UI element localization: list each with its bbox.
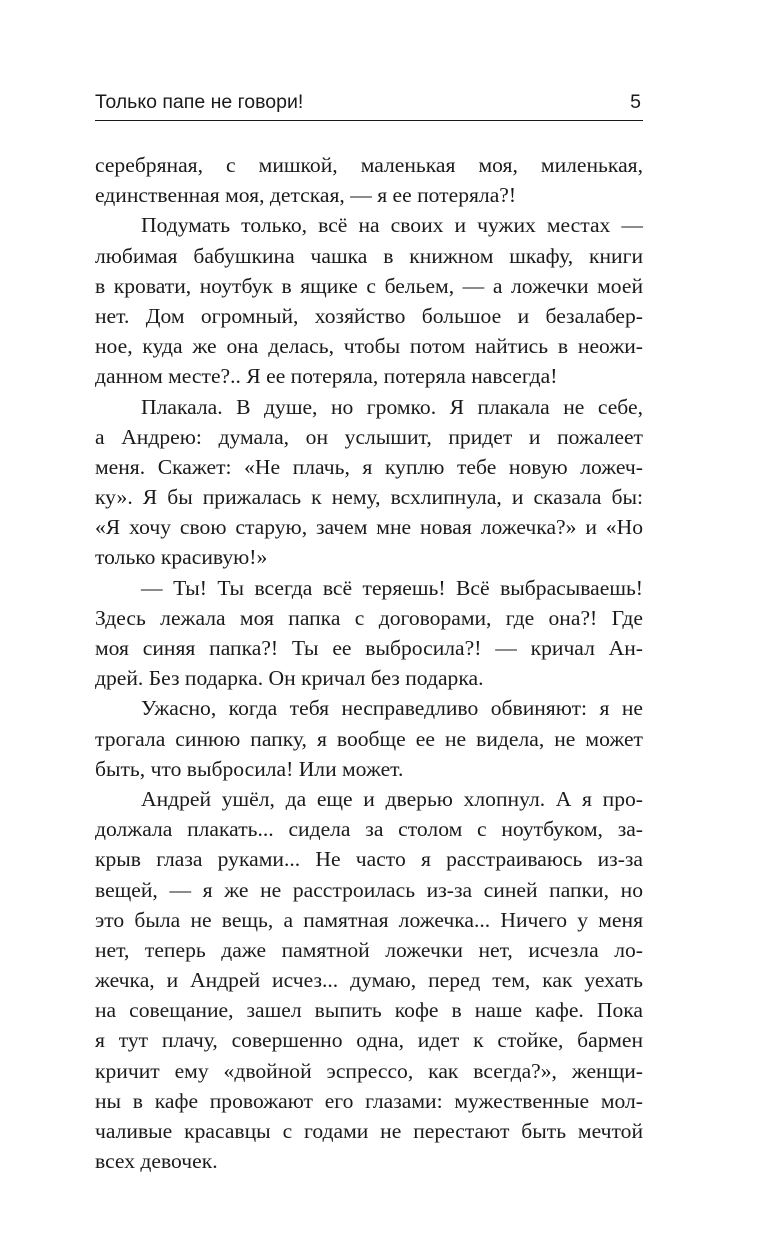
text-line: только красивую!»	[95, 545, 268, 570]
text-line: Плакала. В душе, но громко. Я плакала не себе,	[141, 394, 643, 419]
text-line: а Андрею: думала, он услышит, придет и пожалеет	[95, 424, 643, 449]
text-line: Андрей ушёл, да еще и дверью хлопнул. А я про-	[141, 786, 643, 811]
text-line: единственная моя, детская, — я ее потеряла?!	[95, 183, 517, 208]
text-line: трогала синюю папку, я вообще ее не видела, не может	[95, 726, 643, 751]
text-line: нет. Дом огромный, хозяйство большое и безалабер-	[95, 303, 643, 328]
text-line: Ужасно, когда тебя несправедливо обвиняют: я не	[141, 696, 643, 721]
running-header	[95, 88, 643, 121]
text-line: чаливые красавцы с годами не перестают быть мечтой	[95, 1119, 643, 1143]
text-line: данном месте?.. Я ее потеряла, потеряла навсегда!	[95, 364, 558, 389]
text-line: всех девочек.	[95, 1149, 218, 1174]
text-line: любимая бабушкина чашка в книжном шкафу, книги	[95, 243, 643, 268]
text-line: крыв глаза руками... Не часто я расстраиваюсь из-за	[95, 847, 643, 872]
running-title: Только папе не говори!	[95, 91, 304, 113]
text-line: ное, куда же она делась, чтобы потом найтись в неожи-	[95, 334, 643, 359]
text-line: быть, что выбросила! Или может.	[95, 756, 404, 781]
text-line: Здесь лежала моя папка с договорами, где она?! Где	[95, 605, 643, 630]
page-number: 5	[630, 91, 641, 113]
text-line: меня. Скажет: «Не плачь, я куплю тебе новую ложеч-	[95, 454, 643, 479]
text-line: в кровати, ноутбук в ящике с бельем, — а ложечки моей	[95, 273, 643, 298]
text-line: «Я хочу свою старую, зачем мне новая ложечка?» и «Но	[95, 515, 643, 540]
text-line: жечка, и Андрей исчез... думаю, перед тем, как уехать	[95, 968, 643, 993]
body-text	[95, 150, 643, 1176]
text-line: серебряная, с мишкой, маленькая моя, миленькая,	[95, 153, 643, 177]
text-line: ны в кафе провожают его глазами: мужественные мол-	[95, 1088, 643, 1113]
text-line: я тут плачу, совершенно одна, идет к стойке, бармен	[95, 1028, 643, 1053]
text-line: Подумать только, всё на своих и чужих местах —	[141, 213, 643, 238]
text-line: это была не вещь, а памятная ложечка... Ничего у меня	[95, 907, 643, 932]
text-line: вещей, — я же не расстроилась из-за синей папки, но	[95, 877, 643, 902]
text-line: на совещание, зашел выпить кофе в наше кафе. Пока	[95, 998, 643, 1023]
text-line: — Ты! Ты всегда всё теряешь! Всё выбрасываешь!	[141, 575, 643, 600]
text-line: нет, теперь даже памятной ложечки нет, исчезла ло-	[95, 937, 643, 962]
text-line: дрей. Без подарка. Он кричал без подарка.	[95, 666, 484, 691]
text-line: моя синяя папка?! Ты ее выбросила?! — кричал Ан-	[95, 636, 643, 660]
text-line: ку». Я бы прижалась к нему, всхлипнула, и сказала бы:	[95, 485, 643, 510]
text-line: должала плакать... сидела за столом с ноутбуком, за-	[95, 817, 643, 842]
text-line: кричит ему «двойной эспрессо, как всегда?», женщи-	[95, 1058, 643, 1083]
